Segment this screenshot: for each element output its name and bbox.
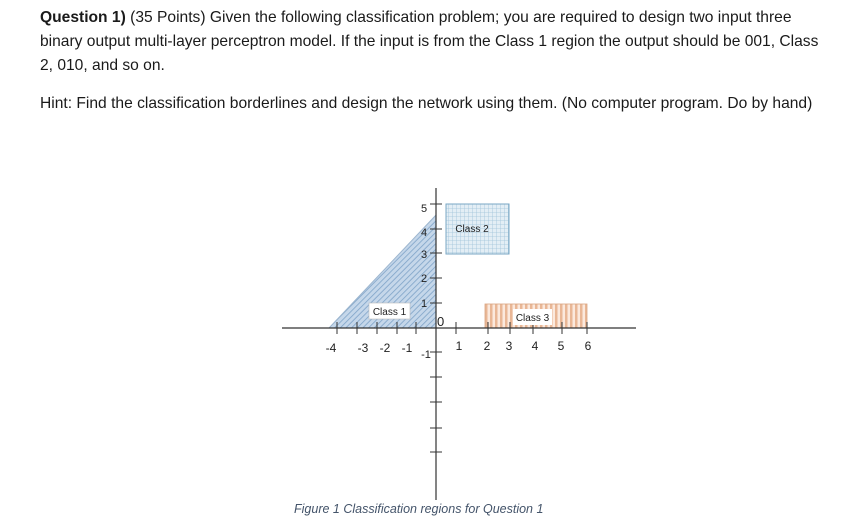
x-tick-label: -2 — [379, 341, 391, 355]
x-tick-label: 1 — [455, 339, 463, 353]
x-tick-label: -4 — [325, 341, 337, 355]
x-tick-label: -3 — [357, 341, 369, 355]
origin-label: 0 — [437, 314, 445, 329]
x-tick-label: 6 — [584, 339, 592, 353]
hint-text: Hint: Find the classification borderlines and design the network using them. (No computer program. Do by hand) — [40, 95, 813, 112]
figure-caption: Figure 1 Classification regions for Question 1 — [294, 502, 544, 516]
question-body: Given the following classification problem; you are required to design two input three binary output multi-layer perceptron model. If the input is from the Class 1 region the output should be 001, Class 2, 010, and so on. — [40, 9, 819, 74]
x-tick-label: 4 — [531, 339, 539, 353]
question-points: (35 Points) — [130, 9, 206, 26]
question-label: Question 1) — [40, 9, 126, 26]
class3-label: Class 3 — [515, 313, 550, 324]
x-tick-label: 3 — [505, 339, 513, 353]
class2-label: Class 2 — [455, 224, 489, 235]
y-tick-label: 1 — [420, 298, 428, 310]
y-tick-label: 3 — [420, 249, 428, 261]
y-tick-label: -1 — [421, 349, 431, 361]
x-tick-label: -1 — [401, 341, 413, 355]
x-tick-label: 5 — [557, 339, 565, 353]
class1-label: Class 1 — [372, 307, 407, 318]
y-tick-label: 2 — [420, 273, 428, 285]
y-tick-label: 5 — [420, 203, 428, 215]
x-tick-label: 2 — [483, 339, 491, 353]
y-tick-label: 4 — [420, 227, 428, 239]
